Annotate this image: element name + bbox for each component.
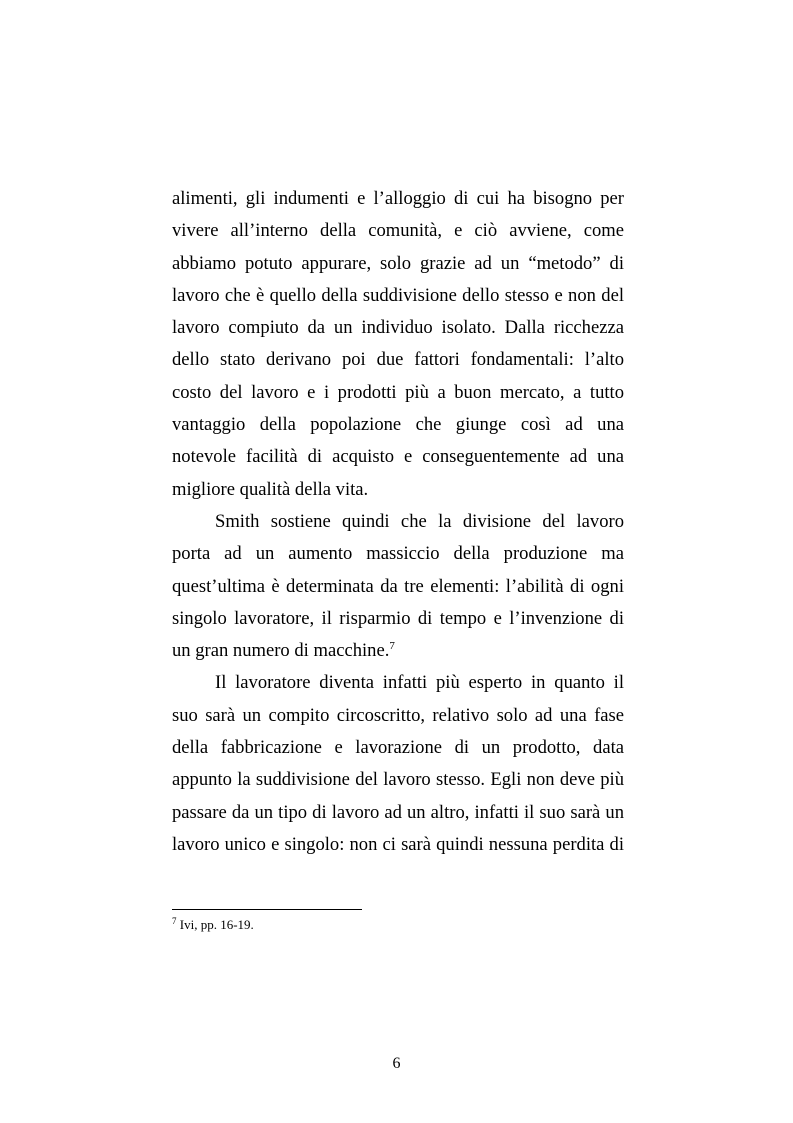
text-line: vivere all’interno della comunità, e ciò avviene, come — [172, 220, 624, 242]
text-line-with-footnote — [172, 635, 624, 667]
footnote-number: 7 — [172, 916, 177, 926]
text-line: alimenti, gli indumenti e l’alloggio di cui ha bisogno per — [172, 188, 624, 209]
page-number: 6 — [392, 1055, 401, 1072]
paragraph-first-line: Smith sostiene quindi che la divisione del lavoro — [215, 510, 624, 532]
text-line: lavoro unico e singolo: non ci sarà quindi nessuna perdita di — [172, 833, 624, 855]
body-text — [172, 183, 624, 861]
footnote — [172, 917, 254, 934]
text-line: suo sarà un compito circoscritto, relativo solo ad una fase — [172, 704, 624, 726]
text-line: costo del lavoro e i prodotti più a buon mercato, a tutto — [172, 381, 624, 403]
paragraph-first-line: Il lavoratore diventa infatti più esperto in quanto il — [215, 672, 624, 694]
text-line: vantaggio della popolazione che giunge così ad una — [172, 414, 624, 436]
text-line: dello stato derivano poi due fattori fondamentali: l’alto — [172, 349, 624, 371]
text-line: notevole facilità di acquisto e conseguentemente ad una — [172, 446, 624, 468]
text-line: della fabbricazione e lavorazione di un prodotto, data — [172, 737, 624, 759]
text-line: quest’ultima è determinata da tre elementi: l’abilità di ogni — [172, 575, 624, 597]
footnote-text: Ivi, pp. 16-19. — [179, 917, 254, 932]
footnote-separator — [172, 909, 362, 910]
text-line: passare da un tipo di lavoro ad un altro, infatti il suo sarà un — [172, 801, 624, 823]
footnote-reference[interactable]: 7 — [389, 640, 395, 653]
text-line: porta ad un aumento massiccio della produzione ma — [172, 543, 624, 565]
text-line: lavoro che è quello della suddivisione dello stesso e non del — [172, 284, 624, 306]
text-line: un gran numero di macchine. — [172, 640, 390, 662]
text-line: abbiamo potuto appurare, solo grazie ad un “metodo” di — [172, 252, 624, 274]
text-line: singolo lavoratore, il risparmio di tempo e l’invenzione di — [172, 607, 624, 629]
text-line: lavoro compiuto da un individuo isolato. Dalla ricchezza — [172, 317, 624, 339]
text-line: migliore qualità della vita. — [172, 478, 369, 500]
text-line: appunto la suddivisione del lavoro stesso. Egli non deve più — [172, 769, 624, 791]
